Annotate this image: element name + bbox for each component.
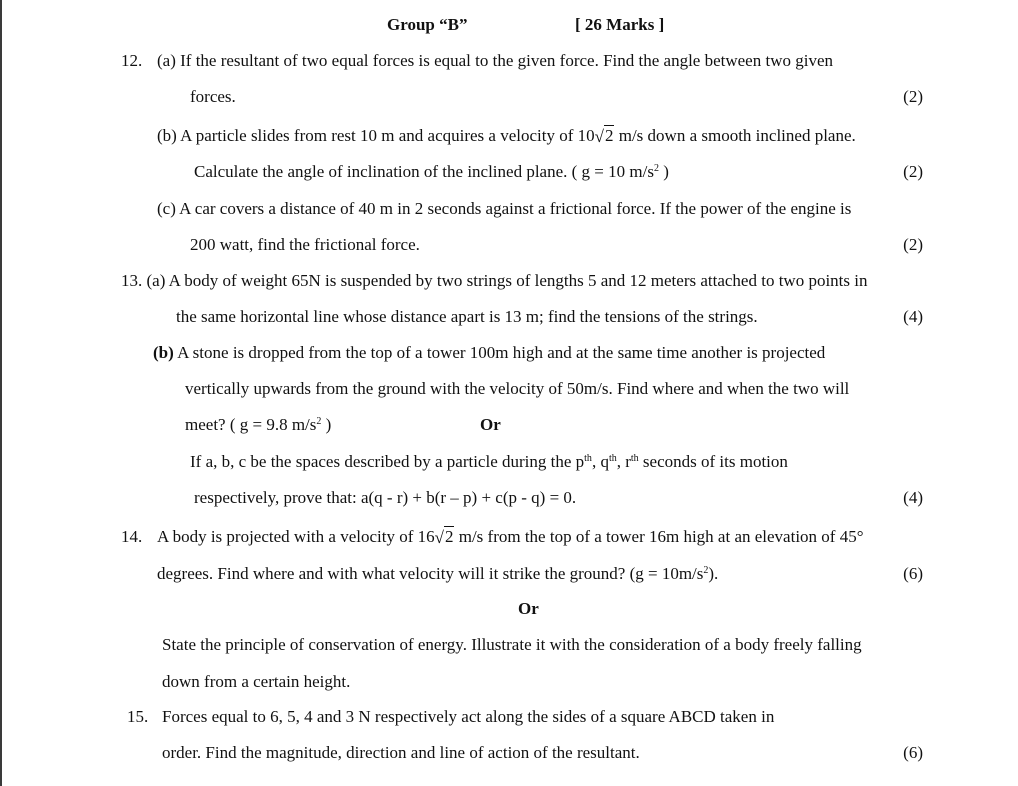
q13b-line2: vertically upwards from the ground with the velocity of 50m/s. Find where and when the two will xyxy=(185,379,850,398)
q12b-text-pre: (b) A particle slides from rest 10 m and acquires a velocity of 10 xyxy=(157,126,595,145)
q14-line1: A body is projected with a velocity of 16√2 m/s from the top of a tower 16m high at an elevation of 45° xyxy=(157,527,864,547)
q12b-line1 xyxy=(157,126,856,146)
q13b-line3: meet? ( g = 9.8 $m/s^2$ ) xyxy=(185,415,332,434)
q14-marks: (6) xyxy=(903,564,923,583)
q12c-marks: (2) xyxy=(903,235,923,254)
q14-or: Or xyxy=(518,599,539,618)
q14-alt-line2: down from a certain height. xyxy=(162,672,351,691)
q13a-marks: (4) xyxy=(903,307,923,326)
q12c-line1: (c) A car covers a distance of 40 m in 2 seconds against a frictional force. If the power of the engine is xyxy=(157,199,852,218)
q15-marks: (6) xyxy=(903,743,923,762)
q13-alt-line2: respectively, prove that: a(q - r) + b(r – p) + c(p - q) = 0. xyxy=(194,488,577,507)
q14-line2: degrees. Find where and with what velocity will it strike the ground? $(g = 10m/s^2)$. xyxy=(157,564,719,583)
q12a-marks: (2) xyxy=(903,87,923,106)
q12-number: 12. xyxy=(121,51,143,70)
q15-line1: Forces equal to 6, 5, 4 and 3 N respectively act along the sides of a square ABCD taken in xyxy=(162,707,775,726)
q15-number: 15. xyxy=(127,707,149,726)
group-heading: Group “B” xyxy=(387,15,468,34)
q13a-line2: the same horizontal line whose distance apart is 13 m; find the tensions of the strings. xyxy=(176,307,758,326)
q12b-text-post: m/s down a smooth inclined plane. xyxy=(614,126,856,145)
q13b-marks: (4) xyxy=(903,488,923,507)
marks-heading: [ 26 Marks ] xyxy=(575,15,665,34)
q12b-line2: Calculate the angle of inclination of the inclined plane. ( g = 10 $m/s^2$ ) xyxy=(194,162,669,181)
q13a-line1: 13. (a) A body of weight 65N is suspended by two strings of lengths 5 and 12 meters attached to two points in xyxy=(121,271,868,290)
left-border-line xyxy=(0,0,2,786)
sqrt-symbol: √2 xyxy=(434,527,454,547)
q13b-label: (b) xyxy=(153,343,174,362)
q13-or: Or xyxy=(480,415,501,434)
q15-line2: order. Find the magnitude, direction and line of action of the resultant. xyxy=(162,743,640,762)
q12a-line2: forces. xyxy=(190,87,236,106)
q12b-marks: (2) xyxy=(903,162,923,181)
q12c-line2: 200 watt, find the frictional force. xyxy=(190,235,420,254)
sqrt-symbol: √2 xyxy=(594,126,614,146)
q14-alt-line1: State the principle of conservation of energy. Illustrate it with the consideration of a body freely falling xyxy=(162,635,862,654)
q13b-line1: (b) A stone is dropped from the top of a tower 100m high and at the same time another is projected xyxy=(153,343,826,362)
q14-number: 14. xyxy=(121,527,143,546)
q13-alt-line1: If a, b, c be the spaces described by a particle during the $p^{th}$, $q^{th}$, $r^{th}$ seconds of its motion xyxy=(190,452,788,471)
q12a-line1: (a) If the resultant of two equal forces is equal to the given force. Find the angle between two given xyxy=(157,51,833,70)
